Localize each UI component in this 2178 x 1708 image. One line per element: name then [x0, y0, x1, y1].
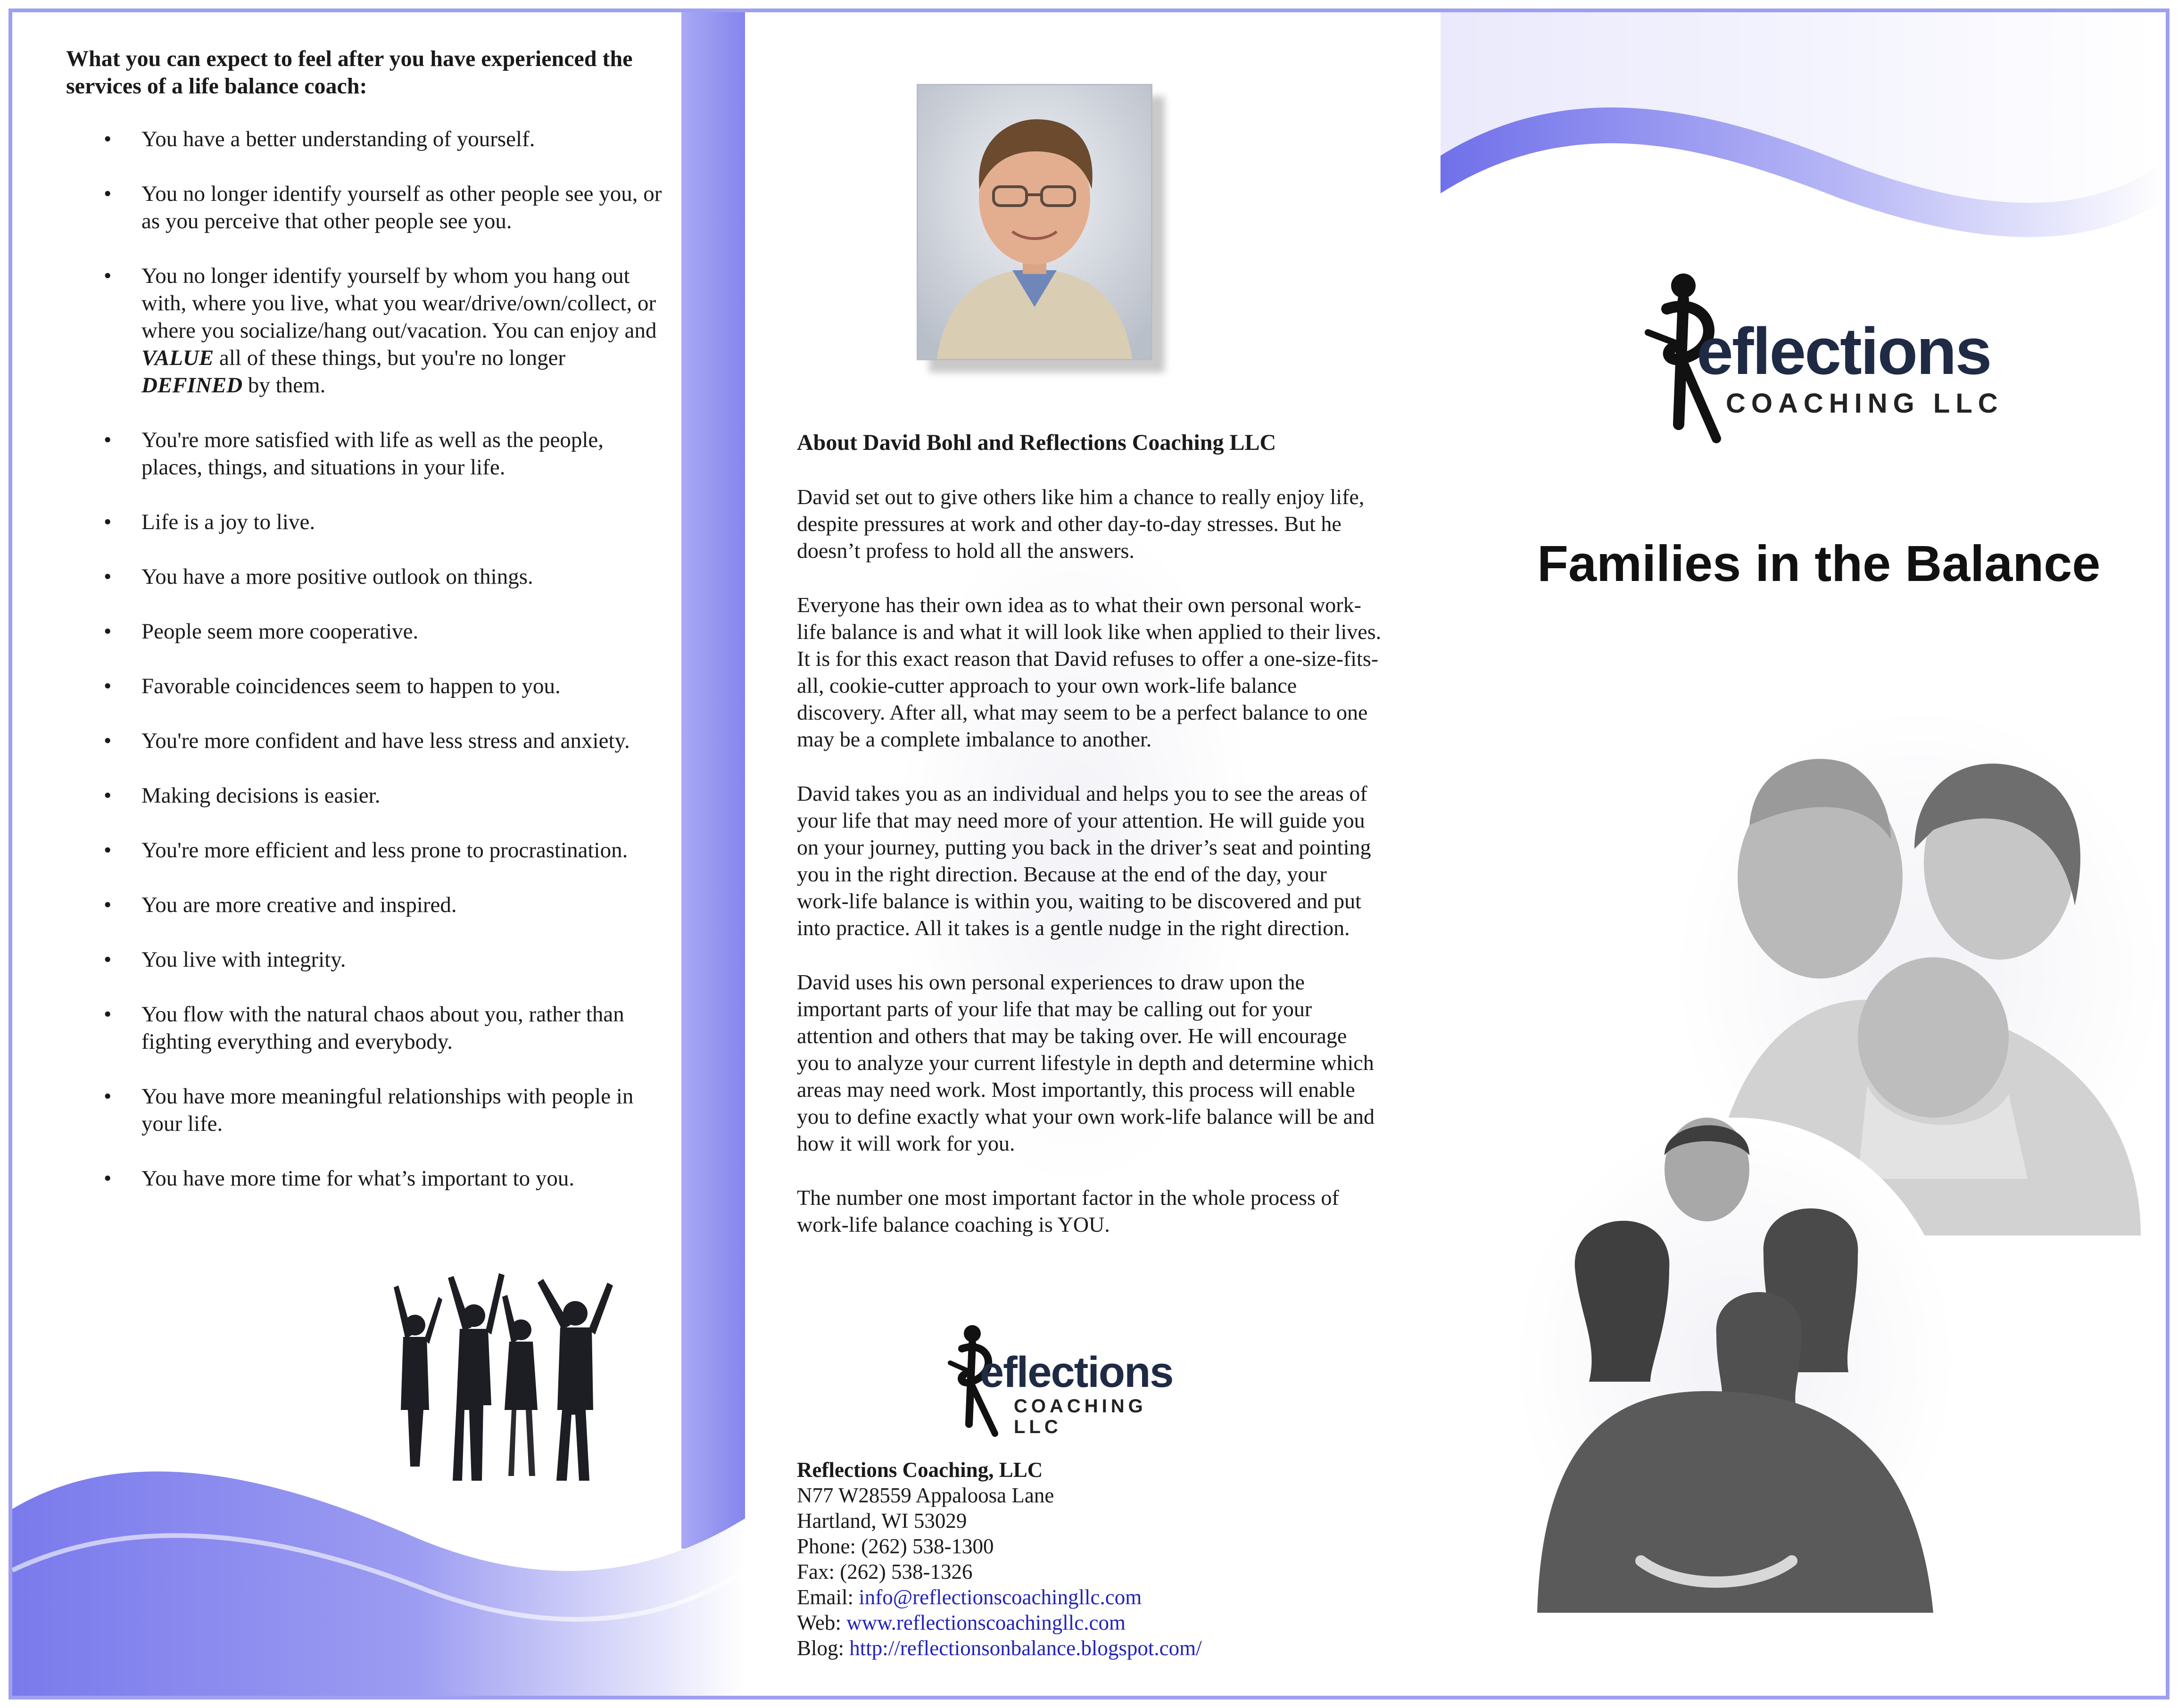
- about-paragraph: The number one most important factor in the whole process of work-life balance coaching is YOU.: [797, 1186, 1339, 1236]
- list-item: • You have more meaningful relationships with people in your life.: [104, 1084, 634, 1136]
- email-link[interactable]: info@reflectionscoachingllc.com: [859, 1585, 1142, 1609]
- list-item: • Life is a joy to live.: [104, 510, 315, 534]
- benefits-list: [66, 125, 665, 1192]
- blog-link[interactable]: http://reflectionsonbalance.blogspot.com/: [849, 1636, 1202, 1660]
- about-heading: About David Bohl and Reflections Coaching LLC: [797, 430, 1276, 455]
- emphasis-value: VALUE: [141, 346, 214, 370]
- address-line-1: N77 W28559 Appaloosa Lane: [797, 1484, 1054, 1507]
- logo-main-text: eflections: [980, 1348, 1173, 1396]
- company-name: Reflections Coaching, LLC: [797, 1458, 1043, 1482]
- contact-block: [797, 1457, 1410, 1661]
- list-item: • Making decisions is easier.: [104, 783, 381, 808]
- list-item: • You no longer identify yourself as other people see you, or as you perceive that other people see you.: [104, 182, 662, 233]
- web-line: Web: www.reflectionscoachingllc.com: [797, 1611, 1126, 1634]
- list-item: • You're more satisfied with life as well as the people, places, things, and situations in your life.: [104, 428, 604, 480]
- jumping-people-photo: [382, 1269, 646, 1533]
- logo-sub-text: COACHING LLC: [1014, 1396, 1147, 1437]
- list-item: • You have a more positive outlook on things.: [104, 564, 533, 589]
- list-item: • You live with integrity.: [104, 947, 346, 972]
- list-item: • You're more efficient and less prone to procrastination.: [104, 838, 628, 862]
- list-item: • You have a better understanding of yourself.: [104, 127, 535, 151]
- blog-line: Blog: http://reflectionsonbalance.blogspot.com/: [797, 1636, 1202, 1660]
- left-panel: [66, 45, 665, 1219]
- logo-main-text: eflections: [1697, 314, 1991, 388]
- logo-sub-text: COACHING LLC: [1726, 388, 2004, 419]
- brochure-title: Families in the Balance: [1537, 535, 2101, 592]
- right-logo: [1641, 269, 2018, 448]
- about-paragraph: Everyone has their own idea as to what their own personal work-life balance is and what it will look like when applied to their lives. It is for this exact reason that David refuses to offer a one-size-fits-all, cookie-cutter approach to your own work-life balance discovery. After all, what may seem to be a perfect balance to one may be a complete imbalance to another.: [797, 593, 1382, 751]
- list-item: • You flow with the natural chaos about you, rather than fighting everything and everybody.: [104, 1002, 624, 1054]
- email-line: Email: info@reflectionscoachingllc.com: [797, 1585, 1142, 1609]
- address-line-2: Hartland, WI 53029: [797, 1509, 967, 1533]
- list-item: • People seem more cooperative.: [104, 619, 419, 644]
- list-item: • You're more confident and have less stress and anxiety.: [104, 729, 630, 753]
- about-paragraph: David uses his own personal experiences to draw upon the important parts of your life that may be calling out for your attention and others that may be taking over. He will encourage you to analyze your current lifestyle in depth and determine which areas may need work. Most importantly, this process will enable you to define exactly what your own work-life balance will be and how it will work for you.: [797, 970, 1375, 1155]
- about-paragraph: David set out to give others like him a chance to really enjoy life, despite pressures at work and other day-to-day stresses. But he doesn’t profess to hold all the answers.: [797, 485, 1365, 563]
- middle-panel: [797, 429, 1382, 1265]
- family-of-four-photo: [1509, 1099, 1962, 1613]
- david-bohl-portrait-photo: [917, 84, 1152, 360]
- emphasis-defined: DEFINED: [141, 373, 243, 398]
- middle-logo: [943, 1320, 1188, 1443]
- website-link[interactable]: www.reflectionscoachingllc.com: [846, 1611, 1126, 1634]
- list-item: • You no longer identify yourself by whom you hang out with, where you live, what you wear/drive/own/collect, or where you socialize/hang out/vacation. You can enjoy and VALUE all of these things, but you're no longer DEFINED by them.: [104, 264, 657, 398]
- list-item: • You have more time for what’s important to you.: [104, 1166, 575, 1191]
- fax-number: Fax: (262) 538-1326: [797, 1560, 973, 1584]
- about-paragraph: David takes you as an individual and helps you to see the areas of your life that may need more of your attention. He will guide you on your journey, putting you back in the driver’s seat and pointing you in the right direction. Because at the end of the day, your work-life balance is within you, waiting to be discovered and put into practice. All it takes is a gentle nudge in the right direction.: [797, 781, 1371, 940]
- phone-number: Phone: (262) 538-1300: [797, 1534, 994, 1558]
- list-item: • Favorable coincidences seem to happen to you.: [104, 674, 561, 698]
- list-item: • You are more creative and inspired.: [104, 893, 457, 917]
- benefits-heading: What you can expect to feel after you have experienced the services of a life balance coach:: [66, 46, 633, 99]
